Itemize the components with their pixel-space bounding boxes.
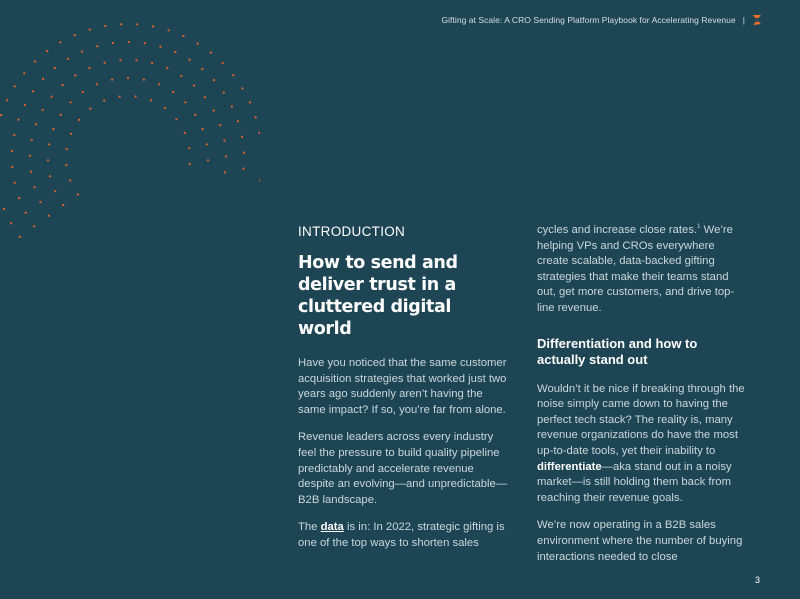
decor-dot <box>96 83 98 85</box>
decor-dot <box>51 96 53 98</box>
decor-dot <box>35 123 37 125</box>
decor-dot <box>32 90 34 92</box>
decor-dot <box>249 101 251 103</box>
decor-dot <box>59 41 61 43</box>
decor-dot <box>23 72 25 74</box>
page-title: How to send and deliver trust in a cluttered digital world <box>298 253 458 339</box>
header-separator: | <box>742 15 745 25</box>
decor-dot <box>89 29 91 31</box>
decor-dot <box>135 59 137 61</box>
decor-dot <box>197 42 199 44</box>
decor-dot <box>231 105 233 107</box>
decor-dot <box>54 67 56 69</box>
decor-dot <box>0 114 2 116</box>
decor-dot <box>48 143 50 145</box>
decor-dot <box>180 75 182 77</box>
decor-dot <box>222 62 224 64</box>
para3-lead: The <box>298 521 321 534</box>
decor-dot <box>184 132 186 134</box>
right-column <box>537 223 749 577</box>
decor-dot <box>10 222 12 224</box>
decor-dot <box>103 100 105 102</box>
decor-dot <box>219 124 221 126</box>
decor-dot <box>128 41 130 43</box>
diff-text-a: Wouldn’t it be nice if breaking through the noise simply came down to having the perfect tech stack? The reality is, many revenue organizations do have the most up-to-date tools, yet their inability to <box>537 382 745 457</box>
decor-dot <box>39 201 41 203</box>
decor-dot <box>67 58 69 60</box>
decor-dot <box>104 62 106 64</box>
decor-dot <box>89 108 91 110</box>
decor-dot <box>74 34 76 36</box>
decor-dot <box>19 236 21 238</box>
section-eyebrow: INTRODUCTION <box>298 224 406 239</box>
decor-dot <box>31 139 33 141</box>
decor-dot <box>13 134 15 136</box>
decor-dot <box>213 79 215 81</box>
decor-dot <box>34 60 36 62</box>
decor-dot <box>119 96 121 98</box>
decor-dot <box>70 101 72 103</box>
decor-dot <box>175 118 177 120</box>
decor-dot <box>242 168 244 170</box>
running-header <box>441 14 762 26</box>
decor-dot <box>159 46 161 48</box>
decor-dot <box>42 109 44 111</box>
dotted-arcs-decoration <box>0 0 260 300</box>
decor-dot <box>33 225 35 227</box>
differentiate-emphasis: differentiate <box>537 460 602 473</box>
decor-dot <box>112 42 114 44</box>
decor-dot <box>88 67 90 69</box>
decor-dot <box>14 85 16 87</box>
sendoso-s-logo-icon <box>752 14 762 26</box>
footnote-marker: 1 <box>697 224 701 231</box>
decor-dot <box>65 164 67 166</box>
decor-dot <box>14 182 16 184</box>
b2b-environment-paragraph: We’re now operating in a B2B sales environment where the number of buying interactions needed to close <box>537 519 743 563</box>
decor-dot <box>232 74 234 76</box>
decor-dot <box>193 84 195 86</box>
decor-dot <box>158 83 160 85</box>
decor-dot <box>62 204 64 206</box>
decor-dot <box>62 84 64 86</box>
decor-dot <box>47 159 49 161</box>
decor-dot <box>144 42 146 44</box>
differentiation-paragraph <box>537 382 749 507</box>
decor-dot <box>166 67 168 69</box>
decor-dot <box>206 143 208 145</box>
decor-dot <box>194 114 196 116</box>
intro-paragraph-2: Revenue leaders across every industry feel the pressure to build quality pipeline predictably and accelerate revenue despite an evolving—and unpredictable—B2B landscape. <box>298 431 508 506</box>
decor-dot <box>96 45 98 47</box>
decor-dot <box>77 193 79 195</box>
decor-dot <box>3 208 5 210</box>
decor-dot <box>259 180 260 182</box>
decor-dot <box>70 133 72 135</box>
decor-dot <box>207 159 209 161</box>
decor-dot <box>42 78 44 80</box>
continued-text-a: cycles and increase close rates. <box>537 224 698 236</box>
decor-dot <box>255 116 257 118</box>
decor-dot <box>241 87 243 89</box>
decor-dot <box>174 51 176 53</box>
decor-dot <box>54 190 56 192</box>
decor-dot <box>11 150 13 152</box>
decor-dot <box>188 147 190 149</box>
header-title: Gifting at Scale: A CRO Sending Platform Playbook for Accelerating Revenue <box>441 15 736 25</box>
decor-dot <box>243 152 245 154</box>
decor-dot <box>136 23 138 25</box>
data-link[interactable]: data <box>320 521 344 534</box>
para3-rest: is in: In 2022, strategic gifting is one of the top ways to shorten sales <box>298 521 505 549</box>
decor-dot <box>204 96 206 98</box>
decor-dot <box>189 163 191 165</box>
page-number: 3 <box>754 575 760 585</box>
decor-dot <box>225 155 227 157</box>
decor-dot <box>127 77 129 79</box>
decor-dot <box>259 132 261 134</box>
decor-dot <box>120 23 122 25</box>
decor-dot <box>223 140 225 142</box>
decor-dot <box>213 109 215 111</box>
decor-dot <box>202 128 204 130</box>
decor-dot <box>74 74 76 76</box>
decor-dot <box>224 171 226 173</box>
decor-dot <box>135 95 137 97</box>
decor-dot <box>69 179 71 181</box>
decor-dot <box>182 35 184 37</box>
decor-dot <box>172 91 174 93</box>
decor-dot <box>66 148 68 150</box>
decor-dot <box>184 101 186 103</box>
decor-dot <box>111 79 113 81</box>
decor-dot <box>168 29 170 31</box>
decor-dot <box>152 25 154 27</box>
decor-dot <box>30 171 32 173</box>
decor-dot <box>104 25 106 27</box>
decor-dot <box>60 114 62 116</box>
decor-dot <box>210 52 212 54</box>
decor-dot <box>241 136 243 138</box>
intro-paragraph-3 <box>298 520 508 551</box>
diff-text-b: —aka stand out in a noisy market—is still holding them back from reaching their revenue goals. <box>537 460 732 504</box>
decor-dot <box>6 99 8 101</box>
decor-dot <box>81 50 83 52</box>
continued-text-b: We’re helping VPs and CROs everywhere create scalable, data-backed gifting strategies that make their teams stand out, get more customers, and drive top-line revenue. <box>537 224 735 314</box>
decor-dot <box>48 215 50 217</box>
decor-dot <box>29 155 31 157</box>
decor-dot <box>164 107 166 109</box>
decor-dot <box>49 175 51 177</box>
decor-dot <box>143 79 145 81</box>
decor-dot <box>119 59 121 61</box>
decor-dot <box>25 212 27 214</box>
section-subheading: Differentiation and how to actually stand out <box>537 335 698 367</box>
decor-dot <box>188 59 190 61</box>
decor-dot <box>151 62 153 64</box>
decor-dot <box>150 99 152 101</box>
decor-dot <box>11 166 13 168</box>
decor-dot <box>33 186 35 188</box>
decor-dot <box>201 68 203 70</box>
decor-dot <box>18 197 20 199</box>
decor-dot <box>78 119 80 121</box>
decor-dot <box>24 104 26 106</box>
decor-dot <box>82 91 84 93</box>
decor-dot <box>52 128 54 130</box>
decor-dot <box>17 119 19 121</box>
decor-dot <box>46 50 48 52</box>
continued-paragraph <box>537 223 749 317</box>
decor-dot <box>223 92 225 94</box>
decor-dot <box>237 120 239 122</box>
intro-paragraph-1: Have you noticed that the same customer acquisition strategies that worked just two years ago suddenly aren’t having the same impact? If so, you’re far from alone. <box>298 357 507 416</box>
left-column <box>298 224 508 564</box>
